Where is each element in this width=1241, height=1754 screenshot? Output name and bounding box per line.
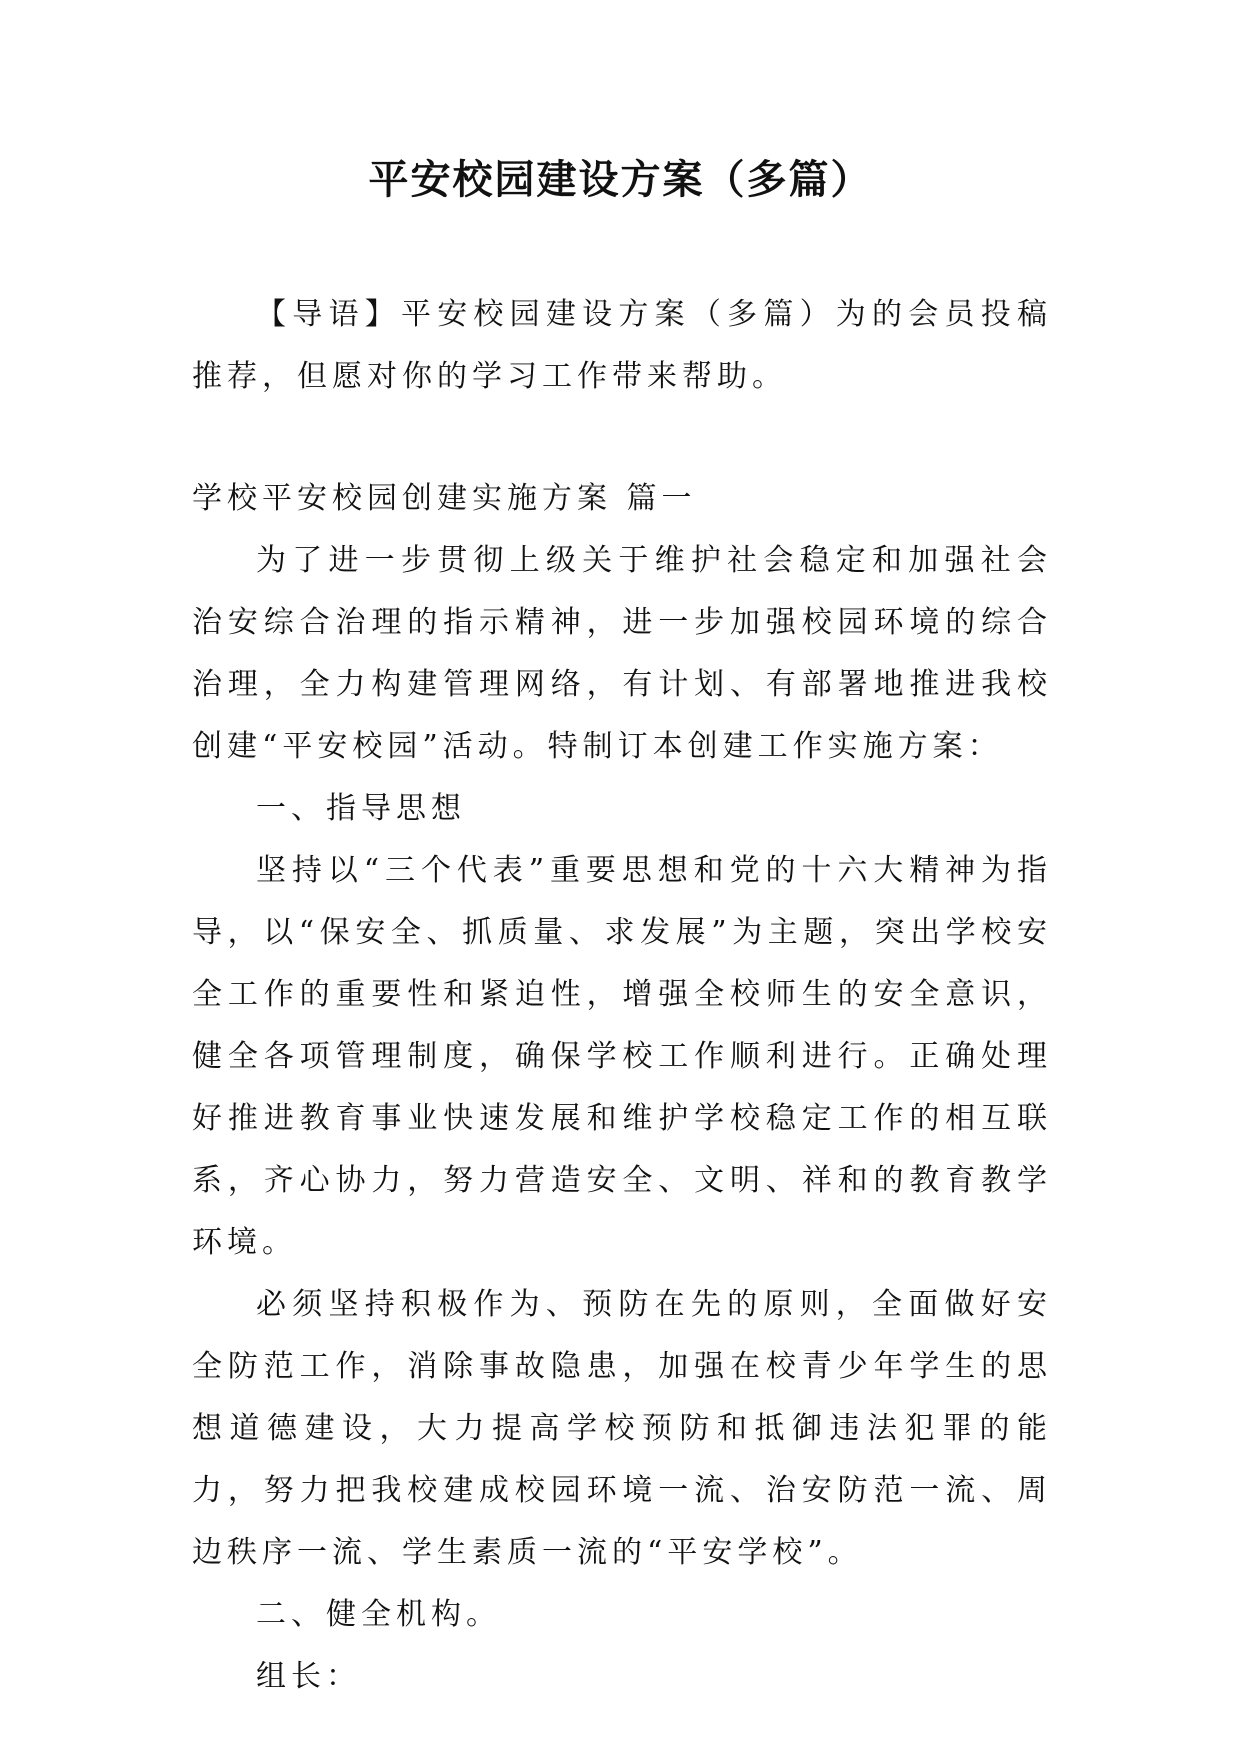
intro-paragraph: 【导语】平安校园建设方案（多篇）为的会员投稿推荐，但愿对你的学习工作带来帮助。	[192, 297, 1052, 394]
heading-guiding-ideology: 一、指导思想	[256, 791, 466, 826]
paragraph-guiding-ideology: 坚持以“三个代表”重要思想和党的十六大精神为指导，以“保安全、抓质量、求发展”为主题，突出学校安全工作的重要性和紧迫性，增强全校师生的安全意识，健全各项管理制度，确保学校工作顺利进行。正确处理好推进教育事业快速发展和维护学校稳定工作的相互联系，齐心协力，努力营造安全、文明、祥和的教育教学环境。	[192, 853, 1052, 1260]
group-leader-label: 组长：	[256, 1659, 361, 1694]
section-heading: 学校平安校园创建实施方案 篇一	[192, 481, 697, 516]
paragraph-principles: 必须坚持积极作为、预防在先的原则，全面做好安全防范工作，消除事故隐患，加强在校青少年学生的思想道德建设，大力提高学校预防和抵御违法犯罪的能力，努力把我校建成校园环境一流、治安防范一流、周边秩序一流、学生素质一流的“平安学校”。	[192, 1287, 1052, 1570]
heading-organization: 二、健全机构。	[256, 1597, 501, 1632]
paragraph-purpose: 为了进一步贯彻上级关于维护社会稳定和加强社会治安综合治理的指示精神，进一步加强校园环境的综合治理，全力构建管理网络，有计划、有部署地推进我校创建“平安校园”活动。特制订本创建工作实施方案：	[192, 543, 1052, 764]
document-body	[192, 284, 1052, 1708]
document-title: 平安校园建设方案（多篇）	[368, 156, 873, 203]
